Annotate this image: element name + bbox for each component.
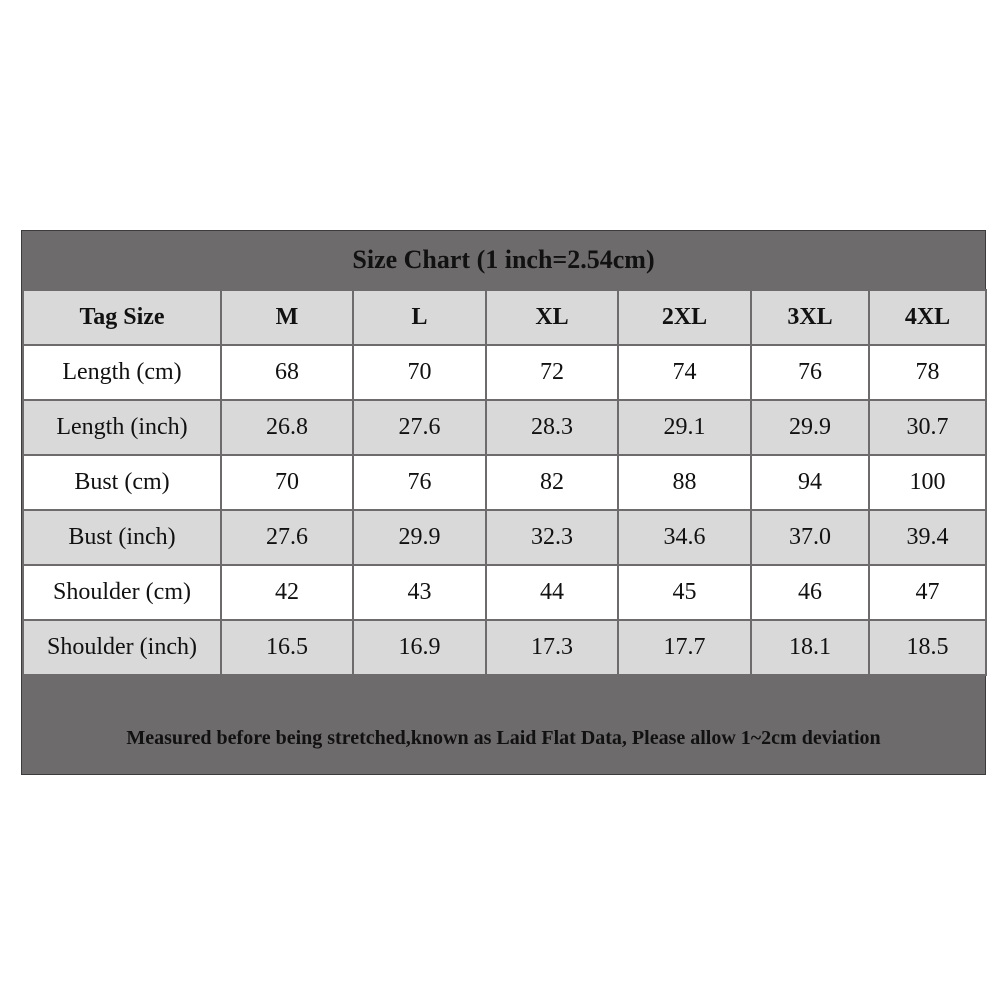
- header-size-m: M: [221, 290, 353, 345]
- table-row: [23, 455, 986, 510]
- size-chart: [21, 230, 986, 775]
- table-cell: 17.3: [486, 620, 618, 675]
- header-size-4xl: 4XL: [869, 290, 986, 345]
- table-cell: 70: [353, 345, 486, 400]
- table-cell: 82: [486, 455, 618, 510]
- table-cell: 70: [221, 455, 353, 510]
- table-row: [23, 345, 986, 400]
- table-cell: 46: [751, 565, 869, 620]
- row-label: Length (cm): [23, 345, 221, 400]
- table-cell: 39.4: [869, 510, 986, 565]
- header-tag-size: Tag Size: [23, 290, 221, 345]
- header-size-l: L: [353, 290, 486, 345]
- table-cell: 44: [486, 565, 618, 620]
- table-cell: 26.8: [221, 400, 353, 455]
- table-cell: 30.7: [869, 400, 986, 455]
- table-cell: 37.0: [751, 510, 869, 565]
- table-cell: 43: [353, 565, 486, 620]
- table-cell: 16.5: [221, 620, 353, 675]
- table-cell: 29.9: [751, 400, 869, 455]
- row-label: Bust (cm): [23, 455, 221, 510]
- row-label: Shoulder (cm): [23, 565, 221, 620]
- table-cell: 29.1: [618, 400, 751, 455]
- table-header-row: [23, 290, 986, 345]
- table-cell: 18.1: [751, 620, 869, 675]
- table-row: [23, 400, 986, 455]
- table-cell: 27.6: [353, 400, 486, 455]
- table-cell: 68: [221, 345, 353, 400]
- table-cell: 42: [221, 565, 353, 620]
- table-row: [23, 510, 986, 565]
- table-cell: 34.6: [618, 510, 751, 565]
- table-cell: 100: [869, 455, 986, 510]
- table-cell: 45: [618, 565, 751, 620]
- table-cell: 32.3: [486, 510, 618, 565]
- table-cell: 88: [618, 455, 751, 510]
- size-table: [22, 289, 987, 676]
- table-cell: 74: [618, 345, 751, 400]
- table-cell: 27.6: [221, 510, 353, 565]
- header-size-3xl: 3XL: [751, 290, 869, 345]
- header-size-2xl: 2XL: [618, 290, 751, 345]
- size-chart-title: Size Chart (1 inch=2.54cm): [22, 231, 985, 289]
- table-cell: 76: [751, 345, 869, 400]
- table-cell: 94: [751, 455, 869, 510]
- row-label: Bust (inch): [23, 510, 221, 565]
- table-cell: 18.5: [869, 620, 986, 675]
- table-cell: 72: [486, 345, 618, 400]
- table-cell: 29.9: [353, 510, 486, 565]
- row-label: Length (inch): [23, 400, 221, 455]
- size-chart-footnote: Measured before being stretched,known as Laid Flat Data, Please allow 1~2cm deviation: [22, 703, 985, 774]
- table-cell: 16.9: [353, 620, 486, 675]
- table-cell: 78: [869, 345, 986, 400]
- table-cell: 17.7: [618, 620, 751, 675]
- table-row: [23, 620, 986, 675]
- row-label: Shoulder (inch): [23, 620, 221, 675]
- table-cell: 28.3: [486, 400, 618, 455]
- table-cell: 76: [353, 455, 486, 510]
- header-size-xl: XL: [486, 290, 618, 345]
- table-row: [23, 565, 986, 620]
- table-cell: 47: [869, 565, 986, 620]
